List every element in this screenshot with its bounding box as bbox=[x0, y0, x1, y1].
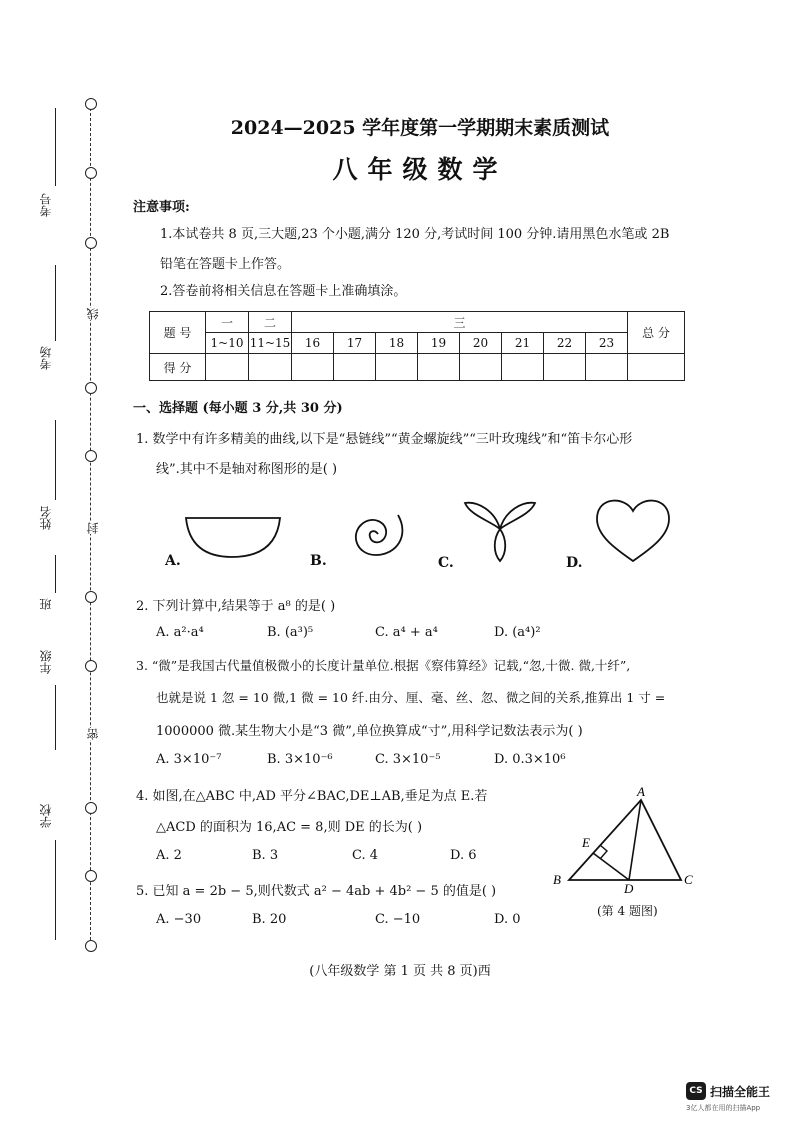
binding-hole bbox=[85, 382, 97, 394]
total-score-cell[interactable] bbox=[628, 354, 685, 381]
binding-hole bbox=[85, 870, 97, 882]
binding-hole bbox=[85, 237, 97, 249]
q5-option-b[interactable]: B. 20 bbox=[252, 912, 287, 927]
q1-cardioid-heart-figure bbox=[592, 493, 674, 565]
q3-stem-line-1: 3. “微”是我国古代量值极微小的长度计量单位.根据《察伟算经》记载,“忽,十微. 微,十纤”, bbox=[136, 658, 631, 673]
school-line bbox=[55, 840, 56, 940]
q3-option-a[interactable]: A. 3×10⁻⁷ bbox=[156, 752, 222, 767]
binding-hole bbox=[85, 660, 97, 672]
school-label: 学校 bbox=[39, 804, 53, 828]
score-table bbox=[149, 311, 685, 381]
notice-item-1-line-1: 1.本试卷共 8 页,三大题,23 个小题,满分 120 分,考试时间 100 分钟.请用黑色水笔或 2B bbox=[160, 227, 670, 242]
page-footer: (八年级数学 第 1 页 共 8 页)西 bbox=[309, 964, 491, 979]
score-cell[interactable] bbox=[418, 354, 460, 381]
q1-catenary-figure bbox=[180, 505, 290, 563]
grade-label: 年级 bbox=[39, 650, 53, 674]
q4-option-d[interactable]: D. 6 bbox=[450, 848, 477, 863]
q4-stem-line-2: △ACD 的面积为 16,AC = 8,则 DE 的长为( ) bbox=[156, 820, 423, 835]
q2-option-c[interactable]: C. a⁴ + a⁴ bbox=[375, 625, 438, 640]
grade-line bbox=[55, 685, 56, 750]
row-label-score: 得 分 bbox=[150, 354, 206, 381]
row-label-question: 题 号 bbox=[150, 312, 206, 354]
score-cell[interactable] bbox=[292, 354, 334, 381]
q3-stem-line-3: 1000000 微.某生物大小是“3 微”,单位换算成“寸”,用科学记数法表示为( ) bbox=[156, 724, 583, 739]
binding-hole bbox=[85, 591, 97, 603]
section-1-heading: 一、选择题 (每小题 3 分,共 30 分) bbox=[133, 401, 343, 416]
question-number: 20 bbox=[460, 333, 502, 354]
q4-option-b[interactable]: B. 3 bbox=[252, 848, 279, 863]
q1-stem-line-2: 线”.其中不是轴对称图形的是( ) bbox=[156, 462, 338, 477]
q2-stem: 2. 下列计算中,结果等于 a⁸ 的是( ) bbox=[136, 599, 336, 614]
watermark-app-name: 扫描全能王 bbox=[710, 1085, 771, 1099]
cut-char: 密 bbox=[86, 728, 100, 740]
score-cell[interactable] bbox=[544, 354, 586, 381]
score-cell[interactable] bbox=[376, 354, 418, 381]
q5-option-a[interactable]: A. −30 bbox=[156, 912, 202, 927]
class-line bbox=[55, 555, 56, 593]
binding-hole bbox=[85, 802, 97, 814]
question-number: 23 bbox=[586, 333, 628, 354]
q3-stem-line-2: 也就是说 1 忽 = 10 微,1 微 = 10 纤.由分、厘、毫、丝、忽、微之间的关系,推算出 1 寸 = bbox=[156, 690, 666, 705]
q4-point-c-label: C bbox=[684, 872, 693, 887]
camscanner-logo-icon: CS bbox=[686, 1082, 706, 1100]
q5-option-d[interactable]: D. 0 bbox=[494, 912, 521, 927]
section-2-header: 二 bbox=[249, 312, 292, 333]
q4-point-b-label: B bbox=[553, 872, 561, 887]
q4-option-a[interactable]: A. 2 bbox=[156, 848, 182, 863]
exam-number-line bbox=[55, 108, 56, 186]
q5-option-c[interactable]: C. −10 bbox=[375, 912, 421, 927]
score-cell[interactable] bbox=[206, 354, 249, 381]
binding-hole bbox=[85, 98, 97, 110]
q4-triangle-figure bbox=[545, 783, 705, 893]
score-cell[interactable] bbox=[586, 354, 628, 381]
q4-stem-line-1: 4. 如图,在△ABC 中,AD 平分∠BAC,DE⊥AB,垂足为点 E.若 bbox=[136, 789, 488, 804]
q3-option-d[interactable]: D. 0.3×10⁶ bbox=[494, 752, 566, 767]
question-number: 17 bbox=[334, 333, 376, 354]
section-3-header: 三 bbox=[292, 312, 628, 333]
q4-figure-caption: (第 4 题图) bbox=[597, 904, 658, 918]
score-cell[interactable] bbox=[502, 354, 544, 381]
exam-number-label: 考号 bbox=[39, 193, 53, 217]
watermark-tagline: 3亿人都在用的扫描App bbox=[686, 1104, 761, 1112]
binding-hole bbox=[85, 167, 97, 179]
range-1: 1~10 bbox=[206, 333, 249, 354]
exam-room-line bbox=[55, 265, 56, 341]
class-label: 班 bbox=[39, 598, 53, 610]
binding-hole bbox=[85, 940, 97, 952]
q2-option-b[interactable]: B. (a³)⁵ bbox=[267, 625, 314, 640]
question-number: 21 bbox=[502, 333, 544, 354]
q1-option-c[interactable]: C. bbox=[438, 555, 454, 571]
q3-option-c[interactable]: C. 3×10⁻⁵ bbox=[375, 752, 441, 767]
q4-option-c[interactable]: C. 4 bbox=[352, 848, 379, 863]
score-cell[interactable] bbox=[334, 354, 376, 381]
notice-heading: 注意事项: bbox=[133, 200, 190, 215]
q1-spiral-figure bbox=[335, 500, 415, 564]
q1-option-b[interactable]: B. bbox=[310, 553, 327, 569]
binding-hole bbox=[85, 450, 97, 462]
q4-point-d-label: D bbox=[624, 881, 634, 893]
exam-subject: 八年级数学 bbox=[332, 155, 508, 184]
notice-item-2: 2.答卷前将相关信息在答题卡上准确填涂。 bbox=[160, 284, 407, 299]
q3-option-b[interactable]: B. 3×10⁻⁶ bbox=[267, 752, 333, 767]
score-cell[interactable] bbox=[249, 354, 292, 381]
total-header: 总 分 bbox=[628, 312, 685, 354]
q1-three-leaf-rose-figure bbox=[460, 495, 540, 565]
q1-stem-line-1: 1. 数学中有许多精美的曲线,以下是“悬链线”“黄金螺旋线”“三叶玫瑰线”和“笛卡尔心形 bbox=[136, 432, 633, 447]
exam-title: 2024—2025 学年度第一学期期末素质测试 bbox=[230, 117, 610, 139]
question-number: 22 bbox=[544, 333, 586, 354]
q2-option-a[interactable]: A. a²·a⁴ bbox=[156, 625, 204, 640]
q5-stem: 5. 已知 a = 2b − 5,则代数式 a² − 4ab + 4b² − 5 的值是( ) bbox=[136, 884, 497, 899]
q1-option-d[interactable]: D. bbox=[566, 555, 583, 571]
section-1-header: 一 bbox=[206, 312, 249, 333]
question-number: 16 bbox=[292, 333, 334, 354]
notice-item-1-line-2: 铅笔在答题卡上作答。 bbox=[160, 257, 291, 272]
name-label: 姓名 bbox=[39, 506, 53, 530]
score-cell[interactable] bbox=[460, 354, 502, 381]
q1-option-a[interactable]: A. bbox=[165, 553, 181, 569]
cut-char: 封 bbox=[86, 522, 100, 534]
q4-point-a-label: A bbox=[637, 784, 645, 799]
q4-point-e-label: E bbox=[582, 835, 590, 850]
q2-option-d[interactable]: D. (a⁴)² bbox=[494, 625, 541, 640]
question-number: 18 bbox=[376, 333, 418, 354]
range-2: 11~15 bbox=[249, 333, 292, 354]
cut-char: 线 bbox=[86, 308, 100, 320]
question-number: 19 bbox=[418, 333, 460, 354]
exam-room-label: 考场 bbox=[39, 346, 53, 370]
name-line bbox=[55, 420, 56, 500]
